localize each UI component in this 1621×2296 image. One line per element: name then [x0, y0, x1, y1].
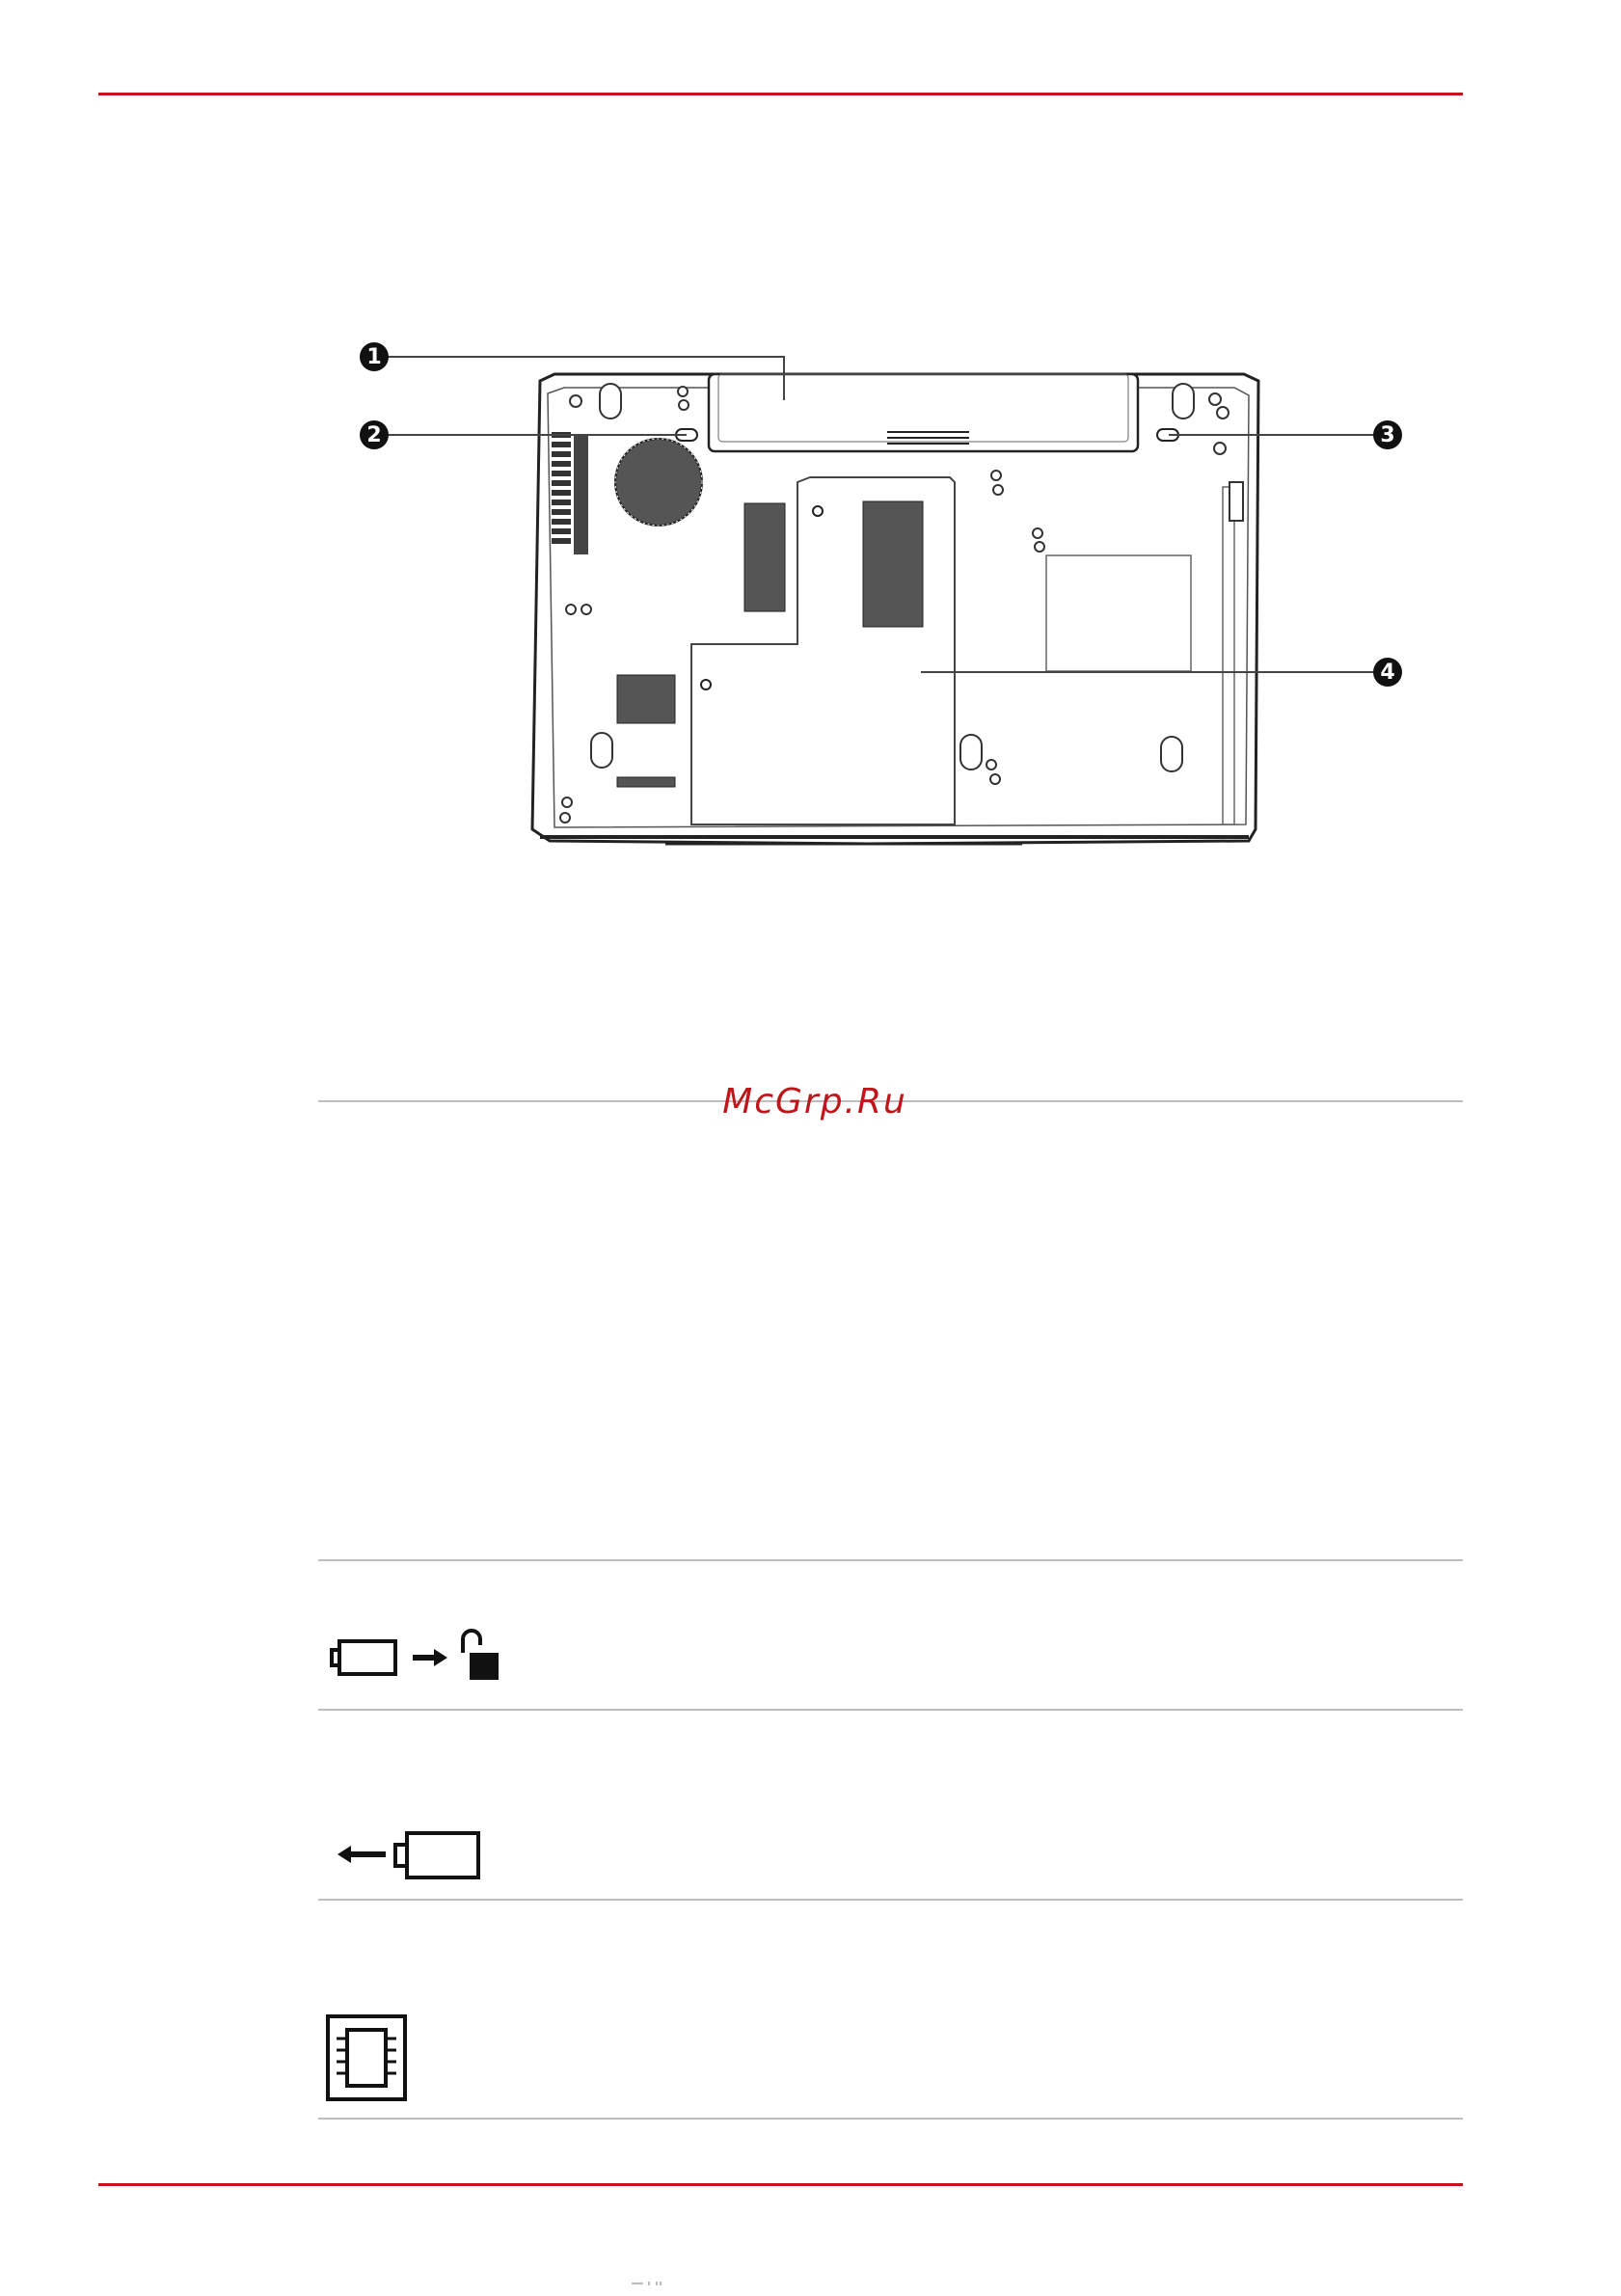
callout-1-number: 1	[366, 345, 382, 369]
battery-to-unlock-icon	[328, 1620, 511, 1683]
header-rule	[98, 93, 1463, 95]
callout-3-number: 3	[1380, 423, 1395, 447]
callout-2-number: 2	[366, 423, 382, 447]
callout-2	[360, 420, 389, 449]
battery-remove-icon	[328, 1825, 492, 1883]
callout-4-number: 4	[1380, 661, 1395, 685]
label-area	[1046, 555, 1191, 671]
memory-chip-icon	[325, 2013, 412, 2102]
scan-artifact	[632, 2281, 675, 2286]
callout-1	[360, 342, 389, 371]
battery-pack	[709, 374, 1138, 451]
callout-3	[1373, 420, 1402, 449]
footer-rule	[98, 2183, 1463, 2186]
callout-4	[1373, 658, 1402, 687]
table-divider-3	[318, 1899, 1463, 1901]
laptop-underside-figure	[328, 328, 1427, 868]
table-divider-4	[318, 2118, 1463, 2120]
table-divider-2	[318, 1709, 1463, 1711]
table-divider-1	[318, 1559, 1463, 1561]
watermark-text: McGrp.Ru	[722, 1082, 907, 1121]
